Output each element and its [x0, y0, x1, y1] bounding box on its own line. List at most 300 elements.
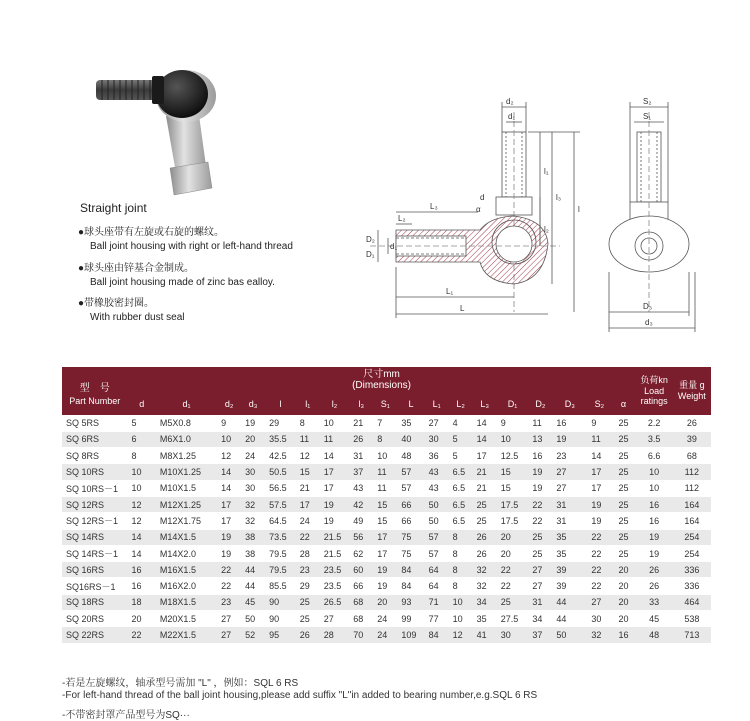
table-cell: M6X1.0: [156, 431, 217, 447]
table-cell: M20X1.5: [156, 611, 217, 627]
table-cell: 11: [528, 415, 552, 431]
table-cell: 8: [449, 578, 473, 594]
table-cell: 8: [128, 448, 156, 464]
table-cell: 16: [528, 448, 552, 464]
table-cell: 10: [449, 611, 473, 627]
part-number-header: 型 号 Part Number: [62, 367, 128, 415]
table-cell: 35: [397, 415, 424, 431]
table-cell: 90: [265, 594, 296, 610]
table-cell: 32: [241, 513, 265, 529]
table-cell: 28: [296, 545, 320, 561]
load-header: 负荷kn Load ratings: [636, 367, 673, 415]
table-cell: 336: [673, 578, 711, 594]
desc-line: [78, 294, 154, 309]
note-cn-no-seal: -不带密封罩产品型号为SQ···: [62, 710, 190, 721]
table-cell: 22: [217, 578, 241, 594]
col-header: S₂: [587, 393, 611, 415]
table-cell: 12: [128, 513, 156, 529]
label-d2: d₂: [506, 97, 514, 106]
part-number-cell: SQ 20RS: [62, 611, 128, 627]
table-row: [62, 513, 711, 529]
table-cell: 25: [528, 529, 552, 545]
col-header: l₃: [349, 393, 373, 415]
desc-line: [90, 241, 293, 252]
table-row: [62, 627, 711, 643]
col-header: d₁: [156, 393, 217, 415]
table-cell: 31: [528, 594, 552, 610]
table-cell: 6.5: [449, 513, 473, 529]
table-cell: 26: [673, 415, 711, 431]
col-header: L: [397, 393, 424, 415]
label-d: d: [480, 193, 485, 202]
table-cell: 27: [217, 627, 241, 643]
table-cell: 6.6: [636, 448, 673, 464]
desc-text: 球头座带有左旋或右旋的螺纹。: [84, 227, 225, 238]
table-cell: 23: [552, 448, 587, 464]
table-cell: M10X1.25: [156, 464, 217, 480]
product-heading: Straight joint: [80, 201, 147, 215]
table-cell: 19: [373, 578, 397, 594]
table-cell: 14: [217, 464, 241, 480]
table-cell: 14: [473, 431, 497, 447]
table-cell: 17: [373, 545, 397, 561]
table-cell: 20: [497, 529, 529, 545]
table-cell: 35.5: [265, 431, 296, 447]
table-cell: 50: [241, 611, 265, 627]
note-en-left-hand: -For left-hand thread of the ball joint housing,please add suffix "L"in added to bearing number,e.g.SQL 6 RS: [62, 690, 538, 701]
label-l3: l₃: [556, 193, 562, 202]
table-cell: 19: [552, 431, 587, 447]
table-cell: 8: [449, 529, 473, 545]
table-cell: 99: [397, 611, 424, 627]
table-cell: 84: [397, 578, 424, 594]
table-cell: 8: [296, 415, 320, 431]
table-cell: 32: [473, 578, 497, 594]
table-cell: 12: [296, 448, 320, 464]
table-cell: 17: [587, 480, 611, 496]
table-cell: 14: [217, 480, 241, 496]
table-row: [62, 578, 711, 594]
table-cell: 24: [373, 627, 397, 643]
table-cell: 12.5: [497, 448, 529, 464]
table-cell: 43: [425, 480, 449, 496]
table-cell: 15: [497, 464, 529, 480]
label-S2: S₂: [643, 97, 652, 106]
part-number-cell: SQ 14RS－1: [62, 545, 128, 561]
part-number-cell: SQ16RS－1: [62, 578, 128, 594]
table-cell: 26: [473, 545, 497, 561]
table-cell: 40: [397, 431, 424, 447]
bullet: ●: [78, 298, 85, 309]
table-cell: 19: [528, 480, 552, 496]
col-header: α: [611, 393, 635, 415]
table-cell: 22: [296, 529, 320, 545]
table-cell: M14X1.5: [156, 529, 217, 545]
table-cell: 20: [611, 594, 635, 610]
table-cell: 6.5: [449, 496, 473, 512]
table-cell: 538: [673, 611, 711, 627]
label-L: L: [460, 304, 465, 313]
table-cell: 20: [373, 594, 397, 610]
table-cell: 17: [320, 464, 349, 480]
table-cell: 42.5: [265, 448, 296, 464]
table-row: [62, 529, 711, 545]
table-cell: 73.5: [265, 529, 296, 545]
table-cell: 17: [320, 480, 349, 496]
label-d1: d₁: [508, 112, 516, 121]
col-header: d₃: [241, 393, 265, 415]
part-number-cell: SQ 10RS: [62, 464, 128, 480]
part-number-cell: SQ 14RS: [62, 529, 128, 545]
table-cell: 31: [349, 448, 373, 464]
table-cell: 50: [552, 627, 587, 643]
table-cell: 20: [611, 578, 635, 594]
table-cell: 21.5: [320, 545, 349, 561]
table-cell: 32: [473, 562, 497, 578]
table-cell: 50: [425, 496, 449, 512]
table-cell: 70: [349, 627, 373, 643]
table-cell: 21: [296, 480, 320, 496]
desc-text: 球头座由锌基合金制成。: [84, 263, 195, 274]
col-header: L₂: [449, 393, 473, 415]
table-cell: 19: [636, 545, 673, 561]
table-row: [62, 415, 711, 431]
table-cell: 10: [373, 448, 397, 464]
table-cell: 50.5: [265, 464, 296, 480]
label-alpha: α: [476, 205, 481, 214]
table-cell: 9: [497, 415, 529, 431]
table-cell: 10: [128, 464, 156, 480]
table-cell: 23: [296, 562, 320, 578]
table-cell: M18X1.5: [156, 594, 217, 610]
table-cell: 25: [611, 545, 635, 561]
table-cell: 20: [241, 431, 265, 447]
table-cell: M16X2.0: [156, 578, 217, 594]
table-cell: 20: [611, 611, 635, 627]
table-cell: 33: [636, 594, 673, 610]
table-cell: 15: [373, 513, 397, 529]
label-d1b: d₁: [390, 242, 398, 251]
table-row: [62, 496, 711, 512]
table-cell: 56.5: [265, 480, 296, 496]
table-row: [62, 431, 711, 447]
table-cell: 11: [587, 431, 611, 447]
table-cell: 26: [636, 562, 673, 578]
table-cell: 25: [473, 513, 497, 529]
table-cell: 90: [265, 611, 296, 627]
desc-line: [90, 312, 185, 323]
table-cell: 24: [296, 513, 320, 529]
table-cell: 45: [241, 594, 265, 610]
table-cell: 16: [128, 562, 156, 578]
table-cell: 68: [349, 594, 373, 610]
table-cell: 64: [425, 562, 449, 578]
table-cell: 3.5: [636, 431, 673, 447]
table-cell: 10: [320, 415, 349, 431]
table-cell: M22X1.5: [156, 627, 217, 643]
table-cell: 164: [673, 496, 711, 512]
table-cell: 35: [552, 545, 587, 561]
table-cell: 5: [449, 431, 473, 447]
table-cell: 27: [528, 562, 552, 578]
table-cell: 75: [397, 529, 424, 545]
table-cell: 10: [449, 594, 473, 610]
table-cell: 17: [217, 496, 241, 512]
table-cell: 34: [473, 594, 497, 610]
bullet: ●: [78, 263, 85, 274]
table-cell: 17: [296, 496, 320, 512]
table-cell: 713: [673, 627, 711, 643]
table-cell: 26: [473, 529, 497, 545]
table-cell: 75: [397, 545, 424, 561]
table-cell: 44: [241, 578, 265, 594]
table-cell: 14: [320, 448, 349, 464]
desc-text: 带橡胶密封圈。: [84, 298, 155, 309]
table-cell: 38: [241, 529, 265, 545]
table-cell: 49: [349, 513, 373, 529]
table-cell: 27: [528, 578, 552, 594]
table-cell: 41: [473, 627, 497, 643]
table-cell: 19: [320, 513, 349, 529]
table-cell: 22: [528, 496, 552, 512]
table-cell: 85.5: [265, 578, 296, 594]
table-cell: 27: [217, 611, 241, 627]
desc-text: Ball joint housing made of zinc bas ealloy.: [90, 277, 275, 288]
table-cell: 22: [128, 627, 156, 643]
table-cell: 27.5: [497, 611, 529, 627]
table-cell: 17: [587, 464, 611, 480]
table-cell: 12: [449, 627, 473, 643]
table-cell: M12X1.25: [156, 496, 217, 512]
table-cell: M10X1.5: [156, 480, 217, 496]
table-cell: 10: [636, 464, 673, 480]
table-cell: 11: [373, 464, 397, 480]
table-cell: 44: [552, 611, 587, 627]
table-cell: 77: [425, 611, 449, 627]
part-number-cell: SQ 12RS: [62, 496, 128, 512]
table-cell: 27: [320, 611, 349, 627]
table-cell: M8X1.25: [156, 448, 217, 464]
table-cell: 57: [397, 464, 424, 480]
table-cell: 27: [552, 464, 587, 480]
table-cell: 48: [397, 448, 424, 464]
table-cell: 66: [397, 496, 424, 512]
table-cell: 28: [320, 627, 349, 643]
table-cell: 16: [636, 496, 673, 512]
table-cell: 21: [473, 464, 497, 480]
table-cell: 9: [587, 415, 611, 431]
table-row: [62, 464, 711, 480]
table-cell: 21.5: [320, 529, 349, 545]
table-cell: 22: [587, 545, 611, 561]
table-cell: 19: [373, 562, 397, 578]
table-cell: 27: [552, 480, 587, 496]
table-cell: 39: [552, 562, 587, 578]
table-cell: 20: [497, 545, 529, 561]
col-header: D₁: [497, 393, 529, 415]
table-cell: 50: [425, 513, 449, 529]
table-cell: 10: [128, 480, 156, 496]
table-cell: 25: [296, 611, 320, 627]
table-cell: 10: [497, 431, 529, 447]
label-l: l: [578, 205, 580, 214]
table-cell: 56: [349, 529, 373, 545]
table-cell: 22: [217, 562, 241, 578]
table-cell: 112: [673, 480, 711, 496]
part-number-cell: SQ 6RS: [62, 431, 128, 447]
dimensions-header: 尺寸mm (Dimensions): [128, 367, 636, 393]
table-cell: 11: [296, 431, 320, 447]
table-cell: 19: [587, 496, 611, 512]
table-row: [62, 562, 711, 578]
table-cell: 22: [587, 578, 611, 594]
table-cell: 84: [425, 627, 449, 643]
table-cell: 17: [217, 513, 241, 529]
table-cell: 27: [425, 415, 449, 431]
table-cell: 29: [296, 578, 320, 594]
table-cell: 16: [552, 415, 587, 431]
table-cell: 66: [349, 578, 373, 594]
table-cell: 95: [265, 627, 296, 643]
table-cell: 22: [528, 513, 552, 529]
table-cell: 42: [349, 496, 373, 512]
table-cell: 25: [611, 415, 635, 431]
table-cell: 11: [320, 431, 349, 447]
table-cell: 31: [552, 496, 587, 512]
table-cell: 25: [528, 545, 552, 561]
col-header: d: [128, 393, 156, 415]
table-cell: 66: [397, 513, 424, 529]
table-cell: 25: [611, 431, 635, 447]
table-cell: 25: [497, 594, 529, 610]
table-cell: 57.5: [265, 496, 296, 512]
table-cell: 31: [552, 513, 587, 529]
table-cell: 29: [265, 415, 296, 431]
table-cell: M12X1.75: [156, 513, 217, 529]
product-photo: [78, 38, 228, 198]
table-cell: 12: [128, 496, 156, 512]
table-cell: 10: [217, 431, 241, 447]
table-cell: 23.5: [320, 562, 349, 578]
table-cell: 10: [636, 480, 673, 496]
table-cell: 60: [349, 562, 373, 578]
table-cell: 25: [611, 513, 635, 529]
table-cell: 35: [552, 529, 587, 545]
table-cell: 19: [217, 529, 241, 545]
table-cell: 71: [425, 594, 449, 610]
table-cell: 254: [673, 529, 711, 545]
table-cell: 37: [349, 464, 373, 480]
table-cell: 22: [587, 529, 611, 545]
table-cell: 14: [473, 415, 497, 431]
table-cell: 19: [528, 464, 552, 480]
table-cell: 112: [673, 464, 711, 480]
table-cell: 25: [473, 496, 497, 512]
table-cell: 79.5: [265, 545, 296, 561]
table-cell: 14: [587, 448, 611, 464]
table-cell: 44: [241, 562, 265, 578]
table-cell: 26: [296, 627, 320, 643]
table-cell: 19: [217, 545, 241, 561]
table-cell: 68: [349, 611, 373, 627]
table-cell: 13: [528, 431, 552, 447]
note-cn-left-hand: -若是左旋螺纹，轴承型号需加 "L" ，例如：SQL 6 RS: [62, 678, 299, 689]
table-cell: 17: [373, 529, 397, 545]
table-cell: 48: [636, 627, 673, 643]
table-cell: 15: [497, 480, 529, 496]
table-cell: 22: [587, 562, 611, 578]
table-cell: 9: [217, 415, 241, 431]
table-cell: 109: [397, 627, 424, 643]
label-l2: l₂: [544, 225, 549, 234]
label-d3: d₃: [645, 318, 653, 327]
table-cell: 19: [320, 496, 349, 512]
label-D1: D₁: [366, 250, 375, 259]
header-row-columns: [62, 393, 711, 415]
table-cell: 26.5: [320, 594, 349, 610]
table-cell: 21: [349, 415, 373, 431]
table-cell: 4: [449, 415, 473, 431]
bullet: ●: [78, 227, 85, 238]
table-cell: 14: [128, 529, 156, 545]
table-cell: 5: [449, 448, 473, 464]
table-cell: 17.5: [497, 513, 529, 529]
table-cell: 14: [128, 545, 156, 561]
table-cell: 34: [528, 611, 552, 627]
part-number-cell: SQ 8RS: [62, 448, 128, 464]
table-cell: 23: [217, 594, 241, 610]
table-cell: 62: [349, 545, 373, 561]
table-cell: 15: [296, 464, 320, 480]
table-cell: 19: [636, 529, 673, 545]
technical-drawing: [330, 92, 710, 337]
desc-text: Ball joint housing with right or left-hand thread: [90, 241, 293, 252]
label-l1: l₁: [544, 167, 549, 176]
table-cell: 30: [241, 464, 265, 480]
col-header: L₃: [473, 393, 497, 415]
table-cell: 16: [636, 513, 673, 529]
table-cell: 17: [473, 448, 497, 464]
label-D2: D₂: [366, 235, 375, 244]
table-row: [62, 480, 711, 496]
table-cell: M5X0.8: [156, 415, 217, 431]
desc-line: [78, 259, 194, 274]
col-header: D₃: [552, 393, 587, 415]
table-cell: 25: [611, 464, 635, 480]
table-cell: 30: [241, 480, 265, 496]
part-number-cell: SQ 10RS－1: [62, 480, 128, 496]
table-cell: 32: [241, 496, 265, 512]
table-cell: 79.5: [265, 562, 296, 578]
label-D3: D₃: [643, 302, 653, 311]
table-cell: 25: [611, 529, 635, 545]
table-cell: 25: [611, 480, 635, 496]
table-cell: 20: [128, 611, 156, 627]
table-cell: 24: [241, 448, 265, 464]
label-L3: L₃: [430, 202, 438, 211]
table-cell: 20: [611, 562, 635, 578]
table-cell: 6: [128, 431, 156, 447]
table-cell: 27: [587, 594, 611, 610]
table-cell: 15: [373, 496, 397, 512]
spec-table: [62, 367, 711, 643]
table-cell: 21: [473, 480, 497, 496]
table-cell: 39: [673, 431, 711, 447]
table-cell: 8: [449, 562, 473, 578]
table-cell: 30: [497, 627, 529, 643]
table-cell: 19: [587, 513, 611, 529]
table-cell: 44: [552, 594, 587, 610]
